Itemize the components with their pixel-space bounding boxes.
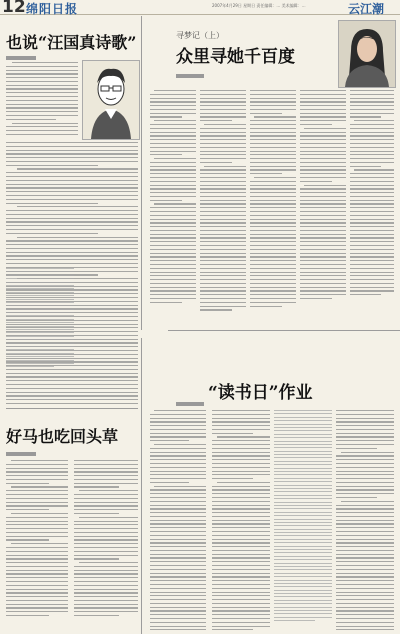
article-body <box>74 460 138 630</box>
article-body <box>274 410 332 630</box>
column-divider <box>141 338 142 634</box>
article-byline <box>176 402 204 406</box>
section-divider <box>168 330 400 331</box>
article-kicker: 寻梦记（上） <box>176 31 224 40</box>
article-body <box>150 410 206 630</box>
author-photo <box>338 20 396 88</box>
article-body <box>336 410 394 630</box>
article-headline: 好马也吃回头草 <box>6 427 119 446</box>
article-body <box>300 90 346 326</box>
page-number: 12 <box>2 0 26 17</box>
poem-quote <box>6 268 74 388</box>
article-body <box>350 90 394 326</box>
article-byline <box>6 452 36 456</box>
article-headline: “读书日”作业 <box>208 383 313 403</box>
article-body <box>150 90 196 326</box>
article-body <box>200 90 246 326</box>
column-divider <box>141 16 142 330</box>
article-body <box>6 460 68 630</box>
article-body <box>250 90 296 326</box>
article-body <box>6 62 78 138</box>
section-title: 云江潮 <box>348 2 385 16</box>
section-divider <box>6 408 138 409</box>
article-headline: 众里寻她千百度 <box>176 47 295 67</box>
newspaper-logo: 绵阳日报 <box>26 2 79 16</box>
article-headline: 也说“汪国真诗歌” <box>6 33 137 52</box>
dateline: 2007年4月29日 星期日 责任编辑：… 美术编辑：… <box>212 3 306 8</box>
article-byline <box>6 56 36 60</box>
portrait-illustration <box>82 60 140 140</box>
article-byline <box>176 74 204 78</box>
article-body <box>212 410 270 630</box>
